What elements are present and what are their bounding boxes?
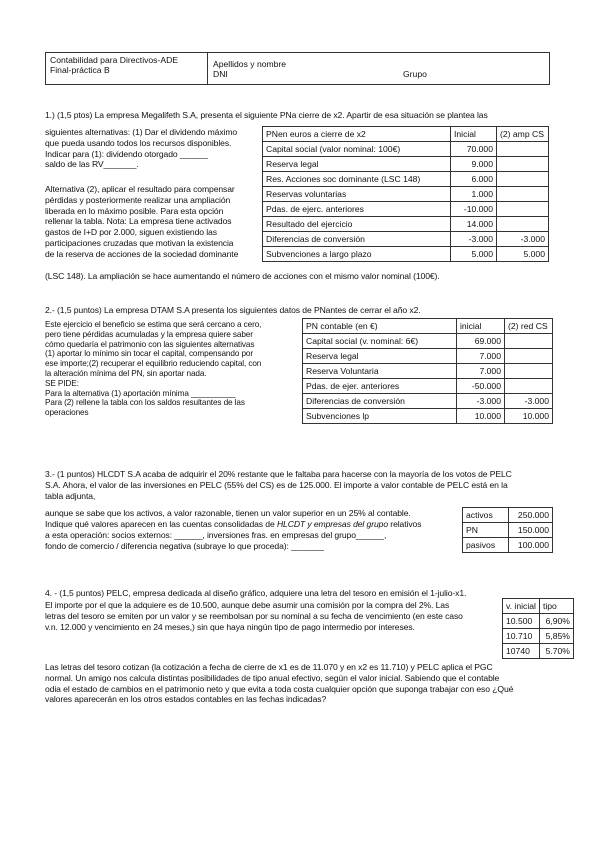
table-cell xyxy=(505,379,553,394)
table-row xyxy=(303,364,553,379)
table-header-cell: inicial xyxy=(457,319,505,334)
table-cell: 6.000 xyxy=(451,172,497,187)
table-cell: 5.70% xyxy=(539,644,573,659)
table-cell: -3.000 xyxy=(457,394,505,409)
table-cell: Reserva legal xyxy=(303,349,457,364)
q3-line4: fondo de comercio / diferencia negativa (subraye lo que proceda): _______ xyxy=(45,541,324,551)
table-header-cell: tipo xyxy=(539,599,573,614)
table-cell xyxy=(497,202,549,217)
q2-text-line: Para (2) rellene la tabla con los saldos resultantes de las xyxy=(45,398,245,408)
table-row xyxy=(263,157,549,172)
q3-text-line: S.A. Ahora, el valor de las inversiones en PELC (55% del CS) es de 125.000. El importe a valor contable de PELC está en la xyxy=(45,479,508,490)
q4-text-line: letras del tesoro se emiten por un valor y se reembolsan por su nominal a su fecha de vencimiento (en este caso xyxy=(45,610,463,621)
table-header-row xyxy=(503,599,574,614)
table-cell: 69.000 xyxy=(457,334,505,349)
q1-text-line: Indicar para (1): dividendo otorgado ______ xyxy=(45,148,208,159)
q3-balance-table xyxy=(462,507,553,553)
q2-text-line: SE PIDE: xyxy=(45,378,79,388)
table-row xyxy=(263,232,549,247)
dni-label: DNI xyxy=(213,69,228,79)
q4-text-line: El importe por el que la adquiere es de 10.500, aunque debe asumir una comisión por la compra del 2%. Las xyxy=(45,600,450,610)
q4-tail xyxy=(45,662,555,705)
q1-alt-line: Alternativa (2), aplicar el resultado para compensar xyxy=(45,184,235,194)
table-cell xyxy=(505,349,553,364)
table-cell: Resultado del ejercicio xyxy=(263,217,451,232)
q3-line2-post: relativos xyxy=(388,519,422,529)
table-cell: Res. Acciones soc dominante (LSC 148) xyxy=(263,172,451,187)
q2-text-line: pero tiene pérdidas acumuladas y la empresa quiere saber xyxy=(45,329,253,339)
q1-alt-line: rellenar la tabla. Nota: La empresa tiene activados xyxy=(45,216,232,227)
table-cell xyxy=(505,334,553,349)
q2-intro: 2.- (1,5 puntos) La empresa DTAM S.A presenta los siguientes datos de PNantes de cerrar el año x2. xyxy=(45,305,421,315)
q3-text-line: tabla adjunta, xyxy=(45,490,96,501)
table-row xyxy=(503,644,574,659)
table-row xyxy=(463,538,553,553)
q1-text-line: siguientes alternativas: (1) Dar el dividendo máximo xyxy=(45,127,238,137)
table-cell: 10740 xyxy=(503,644,540,659)
table-cell: 70.000 xyxy=(451,142,497,157)
table-cell xyxy=(497,172,549,187)
q1-alt-line: liberada en lo máximo posible. Para esta opción xyxy=(45,205,224,216)
table-row xyxy=(263,202,549,217)
table-cell: 6,90% xyxy=(539,614,573,629)
table-cell: Capital social (v. nominal: 6€) xyxy=(303,334,457,349)
q3-intro xyxy=(45,469,555,501)
table-cell: 100.000 xyxy=(509,538,553,553)
table-cell: 7.000 xyxy=(457,364,505,379)
table-cell xyxy=(497,157,549,172)
q4-left-text xyxy=(45,600,500,632)
table-cell: 150.000 xyxy=(509,523,553,538)
table-row xyxy=(303,379,553,394)
table-row xyxy=(303,394,553,409)
table-row xyxy=(303,334,553,349)
q2-text-line: Para la alternativa (1) aportación mínima __________ xyxy=(45,388,236,398)
q4-tail-line: valores aparecerán en los otros estados contables en las fechas indicadas? xyxy=(45,694,327,705)
q1-equity-table xyxy=(262,126,549,262)
q3-line2-pre: Indique qué valores aparecen en las cuentas consolidadas de xyxy=(45,519,277,529)
q4-tail-line: Las letras del tesoro cotizan (la cotización a fecha de cierre de x1 es de 11.070 y en x2 es 11.710) y PELC aplica el PGC xyxy=(45,662,493,672)
q4-intro: 4. - (1,5 puntos) PELC, empresa dedicada al diseño gráfico, adquiere una letra del tesoro en emisión el 1-julio-x1. xyxy=(45,588,467,598)
table-cell: 5.000 xyxy=(451,247,497,262)
table-header-cell: (2) amp CS xyxy=(497,127,549,142)
q4-tail-line: normal. Un amigo nos calcula distintas posibilidades de tipo anual efectivo, según el valor inicial. Sabiendo que el contable xyxy=(45,672,500,683)
table-header-cell: PN contable (en €) xyxy=(303,319,457,334)
q4-tail-line: odia el estado de cambios en el patrimonio neto y que evita a toda costa cualquier opción que suponga trabajar con eso ¿Qué xyxy=(45,683,514,694)
table-row xyxy=(303,349,553,364)
q1-alternative-text xyxy=(45,184,260,260)
exam-type: Final-práctica B xyxy=(50,65,110,75)
table-row xyxy=(263,142,549,157)
table-cell: 10.000 xyxy=(505,409,553,424)
q1-alt-line: pérdidas y posteriormente realizar una ampliación xyxy=(45,194,231,205)
table-cell: PN xyxy=(463,523,509,538)
table-cell: Diferencias de conversión xyxy=(303,394,457,409)
table-cell: Reserva legal xyxy=(263,157,451,172)
q3-line2-em: HLCDT y empresas del grupo xyxy=(276,519,389,529)
q2-text-line: Este ejercicio el beneficio se estima que será cercano a cero, xyxy=(45,320,262,329)
name-label: Apellidos y nombre xyxy=(213,59,287,69)
q2-text-line: (1) aportar lo mínimo sin tocar el capital, compensando por xyxy=(45,349,253,359)
table-cell: -3.000 xyxy=(451,232,497,247)
table-cell xyxy=(497,187,549,202)
table-cell xyxy=(497,142,549,157)
q1-alt-line: de la reserva de acciones de la sociedad dominante xyxy=(45,248,239,259)
table-cell: Subvenciones a largo plazo xyxy=(263,247,451,262)
table-cell: 14.000 xyxy=(451,217,497,232)
table-cell: -50.000 xyxy=(457,379,505,394)
q1-intro: 1.) (1,5 ptos) La empresa Megalifeth S.A, presenta el siguiente PNa cierre de x2. Apartir de esa situación se plantea las xyxy=(45,110,488,120)
table-header-cell: (2) red CS xyxy=(505,319,553,334)
table-header-cell: Inicial xyxy=(451,127,497,142)
table-cell: 250.000 xyxy=(509,508,553,523)
q1-alt-line: participaciones cruzadas que motivan la existencia xyxy=(45,237,234,248)
q2-left-text xyxy=(45,320,303,418)
table-row xyxy=(263,247,549,262)
table-cell: 1.000 xyxy=(451,187,497,202)
table-cell: -3.000 xyxy=(497,232,549,247)
table-row xyxy=(263,187,549,202)
q1-text-line: saldo de las RV_______. xyxy=(45,159,139,170)
table-cell xyxy=(497,217,549,232)
table-cell: -3.000 xyxy=(505,394,553,409)
table-cell: 7.000 xyxy=(457,349,505,364)
table-row xyxy=(303,409,553,424)
table-cell: Pdas. de ejerc. anteriores xyxy=(263,202,451,217)
q2-text-line: operaciones xyxy=(45,408,89,418)
table-header-row xyxy=(303,319,553,334)
table-cell: Subvenciones lp xyxy=(303,409,457,424)
table-cell: 5,85% xyxy=(539,629,573,644)
table-cell: Capital social (valor nominal: 100€) xyxy=(263,142,451,157)
q1-alt-line: gastos de I+D por 2.000, siguen existiendo las xyxy=(45,227,217,238)
q3-line3: a esta operación: socios externos: ______, inversiones fras. en empresas del grupo______, xyxy=(45,530,387,540)
table-header-cell: v. inicial xyxy=(503,599,540,614)
student-fields xyxy=(213,59,543,79)
q2-equity-table xyxy=(302,318,553,424)
table-cell: Reservas voluntarias xyxy=(263,187,451,202)
q1-text-line: que pueda usando todos los recursos disponibles. xyxy=(45,137,232,148)
group-label: Grupo xyxy=(403,69,427,79)
q2-text-line: ese importe;(2) recuperar el equilibrio reduciendo capital, con xyxy=(45,359,262,369)
q4-text-line: v.n. 12.000 y vencimiento en 24 meses,) sin que haya ningún tipo de pago intermedio por intereses. xyxy=(45,621,415,632)
course-name: Contabilidad para Directivos-ADE xyxy=(50,55,179,65)
q1-left-text xyxy=(45,127,260,170)
q4-rates-table xyxy=(502,598,574,659)
q3-line1: aunque se sabe que los activos, a valor razonable, tienen un valor superior en un 25% al contable. xyxy=(45,508,411,518)
course-info xyxy=(46,53,208,84)
q2-text-line: la alteración mínima del PN, sin aportar nada. xyxy=(45,368,207,378)
table-cell: 5.000 xyxy=(497,247,549,262)
table-row xyxy=(463,508,553,523)
table-row xyxy=(503,614,574,629)
table-cell: -10.000 xyxy=(451,202,497,217)
q1-tail: (LSC 148). La ampliación se hace aumentando el número de acciones con el mismo valor nominal (100€). xyxy=(45,271,440,281)
table-header-cell: PNen euros a cierre de x2 xyxy=(263,127,451,142)
table-row xyxy=(263,217,549,232)
table-row xyxy=(263,172,549,187)
table-cell: Diferencias de conversión xyxy=(263,232,451,247)
table-cell xyxy=(505,364,553,379)
table-cell: 10.710 xyxy=(503,629,540,644)
table-cell: 9.000 xyxy=(451,157,497,172)
table-cell: 10.000 xyxy=(457,409,505,424)
q2-text-line: cómo quedaría el patrimonio con las siguientes alternativas xyxy=(45,339,255,349)
table-cell: activos xyxy=(463,508,509,523)
exam-header xyxy=(45,52,550,85)
table-cell: pasivos xyxy=(463,538,509,553)
table-row xyxy=(503,629,574,644)
table-cell: Pdas. de ejer. anteriores xyxy=(303,379,457,394)
table-row xyxy=(463,523,553,538)
q3-text-line: 3.- (1 puntos) HLCDT S.A acaba de adquirir el 20% restante que le faltaba para hacerse con la mayoría de los votos de PELC xyxy=(45,469,512,479)
table-cell: 10.500 xyxy=(503,614,540,629)
table-header-row xyxy=(263,127,549,142)
q3-line2 xyxy=(45,519,421,530)
table-cell: Reserva Voluntaria xyxy=(303,364,457,379)
